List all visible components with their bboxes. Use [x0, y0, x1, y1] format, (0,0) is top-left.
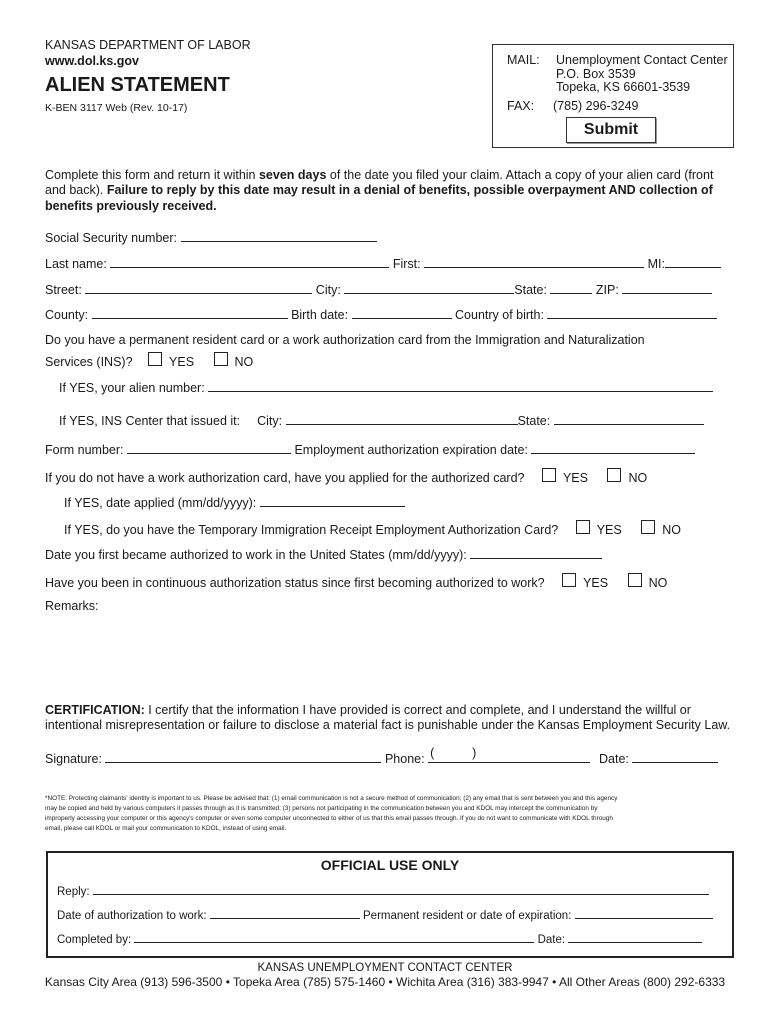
remarks-label: Remarks:	[45, 599, 99, 613]
ins-city-input[interactable]	[286, 412, 518, 425]
continuous-label: Have you been in continuous authorization status since first becoming authorized to work?	[45, 576, 545, 590]
birth-date-input[interactable]	[352, 306, 452, 319]
phone-paren-close: )	[472, 746, 477, 760]
note-line2: may be copied and held by various computers it passes through as it is transmitted; (3) persons not participating in the communication between you and KDOL may intercept the communication by	[45, 805, 598, 812]
remarks-input[interactable]	[45, 615, 730, 695]
phone-label: Phone:	[384, 752, 425, 766]
date-first-auth-row	[45, 546, 602, 562]
perm-yes-label: YES	[169, 355, 195, 369]
fax-number: (785) 296-3249	[553, 99, 639, 113]
country-birth-label: Country of birth:	[455, 308, 544, 322]
mail-line2: P.O. Box 3539	[556, 67, 636, 81]
signature-label: Signature:	[45, 752, 102, 766]
perm-question-line2: Services (INS)?	[45, 355, 133, 369]
state-label: State:	[514, 283, 547, 297]
applied-no-label: NO	[628, 471, 648, 485]
note-line1: *NOTE: Protecting claimants' identity is important to us. Please be advised that: (1) email communication is not a secure method of communication; (2) any email that is sent between you and this agency	[45, 795, 618, 802]
footer-title: KANSAS UNEMPLOYMENT CONTACT CENTER	[257, 962, 513, 974]
birth-date-label: Birth date:	[291, 308, 349, 322]
perm-resident-input[interactable]	[575, 906, 713, 919]
date-applied-input[interactable]	[260, 494, 405, 507]
county-input[interactable]	[92, 306, 288, 319]
date-applied-label: If YES, date applied (mm/dd/yyyy):	[64, 496, 257, 510]
continuous-yes-checkbox[interactable]	[562, 573, 576, 587]
ins-state-label: State:	[517, 414, 551, 428]
zip-label: ZIP:	[595, 283, 619, 297]
first-name-label: First:	[392, 257, 421, 271]
reply-label: Reply:	[57, 886, 90, 898]
emp-auth-exp-label: Employment authorization expiration date:	[294, 443, 528, 457]
agency-name: KANSAS DEPARTMENT OF LABOR	[45, 38, 251, 52]
date-first-auth-input[interactable]	[470, 546, 602, 559]
official-use-title: OFFICIAL USE ONLY	[320, 857, 460, 873]
footer-kc: Kansas City Area (913) 596-3500	[44, 975, 223, 989]
intro-line1	[45, 168, 713, 182]
reply-input[interactable]	[93, 882, 709, 895]
applied-question-row	[45, 468, 647, 485]
page-title: ALIEN STATEMENT	[45, 74, 230, 96]
footer-phones	[0, 975, 770, 989]
perm-resident-label: Permanent resident or date of expiration:	[363, 910, 572, 922]
phone-paren-open: (	[430, 746, 435, 760]
form-number-input[interactable]	[127, 441, 291, 454]
state-input[interactable]	[550, 281, 592, 294]
note-line3: improperly accessing your computer or this agency's computer or even some computer unconnected to either of us that this email passes through. If you do not want to communicate with KDOL through	[45, 815, 613, 822]
fax-label: FAX:	[507, 99, 535, 113]
official-date-row	[57, 906, 713, 922]
phone-input[interactable]	[428, 746, 590, 763]
street-input[interactable]	[85, 281, 312, 294]
intro-bold-3: benefits previously received.	[45, 199, 217, 213]
continuous-no-label: NO	[648, 576, 668, 590]
perm-question-line1: Do you have a permanent resident card or a work authorization card from the Immigration and Naturalization	[45, 333, 645, 347]
applied-yes-label: YES	[562, 471, 588, 485]
mail-label: MAIL:	[507, 53, 540, 67]
temp-no-label: NO	[662, 523, 681, 537]
footer-other: All Other Areas (800) 292-6333	[559, 975, 726, 989]
alien-number-row	[59, 379, 713, 395]
county-row	[45, 306, 717, 322]
alien-number-input[interactable]	[208, 379, 713, 392]
street-label: Street:	[45, 283, 82, 297]
continuous-row	[45, 573, 667, 590]
ssn-row	[45, 229, 377, 245]
ins-center-row	[59, 412, 704, 428]
ins-state-input[interactable]	[554, 412, 704, 425]
footer-wichita: Wichita Area (316) 383-9947	[396, 975, 549, 989]
signature-input[interactable]	[105, 750, 381, 763]
temp-no-checkbox[interactable]	[641, 520, 655, 534]
city-label: City:	[315, 283, 341, 297]
name-row	[45, 255, 721, 271]
ssn-label: Social Security number:	[45, 231, 178, 245]
intro-text-2: and back).	[45, 183, 107, 197]
perm-question-row	[45, 352, 253, 369]
form-number-row	[45, 441, 695, 457]
perm-no-checkbox[interactable]	[214, 352, 228, 366]
mi-input[interactable]	[665, 255, 721, 268]
continuous-no-checkbox[interactable]	[628, 573, 642, 587]
temp-card-label: If YES, do you have the Temporary Immigration Receipt Employment Authorization Card?	[64, 523, 559, 537]
completed-by-input[interactable]	[134, 930, 534, 943]
signature-row	[45, 746, 718, 766]
zip-input[interactable]	[622, 281, 712, 294]
temp-yes-label: YES	[596, 523, 622, 537]
intro-bold-2: Failure to reply by this date may result in a denial of benefits, possible overpayment AND collection of	[106, 183, 713, 197]
date-auth-input[interactable]	[210, 906, 360, 919]
certification-text1: I certify that the information I have provided is correct and complete, and I understand the willful or	[144, 703, 691, 717]
footer-topeka: Topeka Area (785) 575-1460	[233, 975, 386, 989]
applied-question-label: If you do not have a work authorization card, have you applied for the authorized card?	[45, 471, 525, 485]
date-first-auth-label: Date you first became authorized to work in the United States (mm/dd/yyyy):	[45, 548, 467, 562]
intro-bold-1: seven days	[258, 168, 327, 182]
official-date-label: Date:	[537, 934, 566, 946]
alien-number-label: If YES, your alien number:	[59, 381, 205, 395]
mail-line1: Unemployment Contact Center	[556, 53, 728, 67]
intro-text-1b: of the date you filed your claim. Attach a copy of your alien card (front	[326, 168, 714, 182]
completed-by-row	[57, 930, 702, 946]
note-line4: email, please call KDOL or mail your communication to KDOL, instead of using email.	[45, 825, 287, 832]
footer-bullet-1: •	[225, 975, 230, 989]
first-name-input[interactable]	[424, 255, 644, 268]
certification-line1	[45, 703, 691, 717]
cert-date-label: Date:	[599, 752, 629, 766]
address-row	[45, 281, 712, 297]
last-name-label: Last name:	[45, 257, 107, 271]
certification-text2: intentional misrepresentation or failure to disclose a material fact is punishable under the Kansas Employment Security Law.	[45, 718, 731, 732]
official-date-input[interactable]	[568, 930, 702, 943]
emp-auth-exp-input[interactable]	[531, 441, 695, 454]
temp-card-row	[64, 520, 681, 537]
applied-no-checkbox[interactable]	[607, 468, 621, 482]
temp-yes-checkbox[interactable]	[576, 520, 590, 534]
reply-row	[57, 882, 709, 898]
last-name-input[interactable]	[110, 255, 389, 268]
footer-bullet-3: •	[552, 975, 557, 989]
submit-button[interactable]: Submit	[566, 117, 656, 143]
mi-label: MI:	[647, 257, 665, 271]
mail-line3: Topeka, KS 66601-3539	[556, 80, 691, 94]
completed-by-label: Completed by:	[57, 934, 132, 946]
date-applied-row	[64, 494, 405, 510]
perm-no-label: NO	[234, 355, 254, 369]
city-input[interactable]	[344, 281, 514, 294]
county-label: County:	[45, 308, 89, 322]
country-birth-input[interactable]	[547, 306, 717, 319]
footer-bullet-2: •	[388, 975, 393, 989]
form-number-label: Form number:	[45, 443, 124, 457]
ins-center-label: If YES, INS Center that issued it:	[59, 414, 241, 428]
date-auth-label: Date of authorization to work:	[57, 910, 207, 922]
intro-line2	[45, 183, 713, 197]
privacy-note	[45, 794, 735, 834]
form-id: K-BEN 3117 Web (Rev. 10-17)	[45, 102, 188, 114]
ins-city-label: City:	[257, 414, 283, 428]
cert-date-input[interactable]	[632, 750, 718, 763]
intro-text-1: Complete this form and return it within	[45, 168, 259, 182]
agency-website[interactable]: www.dol.ks.gov	[45, 54, 139, 68]
ssn-input[interactable]	[181, 229, 377, 242]
perm-yes-checkbox[interactable]	[148, 352, 162, 366]
certification-label: CERTIFICATION:	[45, 703, 145, 717]
applied-yes-checkbox[interactable]	[542, 468, 556, 482]
continuous-yes-label: YES	[583, 576, 609, 590]
